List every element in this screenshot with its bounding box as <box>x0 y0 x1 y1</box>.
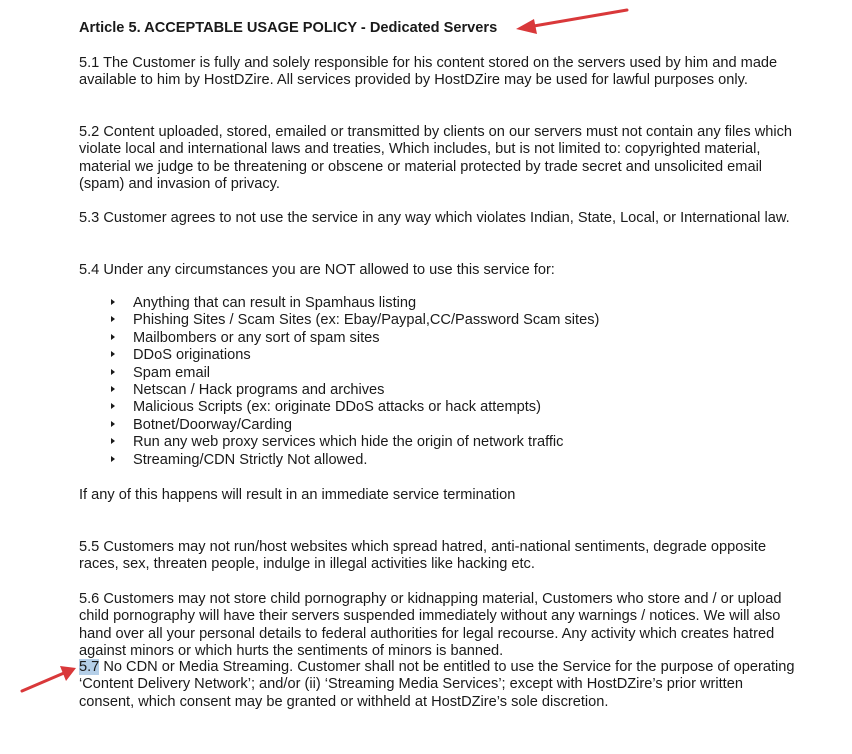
clause-5-3: 5.3 Customer agrees to not use the service in any way which violates Indian, State, Local, or International law. <box>79 210 790 226</box>
list-item: Phishing Sites / Scam Sites (ex: Ebay/Paypal,CC/Password Scam sites) <box>133 312 773 329</box>
clause-5-6: 5.6 Customers may not store child pornography or kidnapping material, Customers who store and / or upload child pornography will have their servers suspended immediately without any warnings / notices. We will also hand over all your personal details to federal authorities for legal recourse. Any activity which creates hatred against minors or which hurts the sentiments of minors is banned. <box>79 591 782 660</box>
clause-5-5: 5.5 Customers may not run/host websites which spread hatred, anti-national sentiments, degrade opposite races, sex, threaten people, indulge in illegal activities like hacking etc. <box>79 539 767 573</box>
list-item: Streaming/CDN Strictly Not allowed. <box>133 452 773 469</box>
arrow-icon <box>516 10 627 34</box>
arrow-icon <box>22 666 76 691</box>
list-item: Anything that can result in Spamhaus listing <box>133 295 773 312</box>
list-item: Run any web proxy services which hide the origin of network traffic <box>133 434 773 451</box>
termination-notice: If any of this happens will result in an immediate service termination <box>79 487 516 503</box>
clause-5-7-text: No CDN or Media Streaming. Customer shall not be entitled to use the Service for the purpose of operating ‘Content Delivery Network’; and/or (ii) ‘Streaming Media Services’; except with HostDZire’s prior written consent, which consent may be granted or withheld at HostDZire’s sole discretion. <box>79 659 795 710</box>
list-item: Malicious Scripts (ex: originate DDoS attacks or hack attempts) <box>133 399 773 416</box>
clause-5-2: 5.2 Content uploaded, stored, emailed or transmitted by clients on our servers must not contain any files which violate local and international laws and treaties, Which includes, but is not limited to: copyrighted material, material we judge to be threatening or obscene or material protected by trade secret and unsolicited email (spam) and invasion of privacy. <box>79 124 793 193</box>
list-item: Spam email <box>133 365 773 382</box>
list-item: DDoS originations <box>133 347 773 364</box>
list-item: Mailbombers or any sort of spam sites <box>133 330 773 347</box>
list-item: Botnet/Doorway/Carding <box>133 417 773 434</box>
clause-5-4: 5.4 Under any circumstances you are NOT allowed to use this service for: <box>79 262 555 278</box>
list-item: Netscan / Hack programs and archives <box>133 382 773 399</box>
article-title: Article 5. ACCEPTABLE USAGE POLICY - Dedicated Servers <box>79 20 498 36</box>
selected-clause-number[interactable]: 5.7 <box>79 659 100 675</box>
clause-5-1: 5.1 The Customer is fully and solely responsible for his content stored on the servers used by him and made available to him by HostDZire. All services provided by HostDZire may be used for lawful purposes only. <box>79 55 778 89</box>
